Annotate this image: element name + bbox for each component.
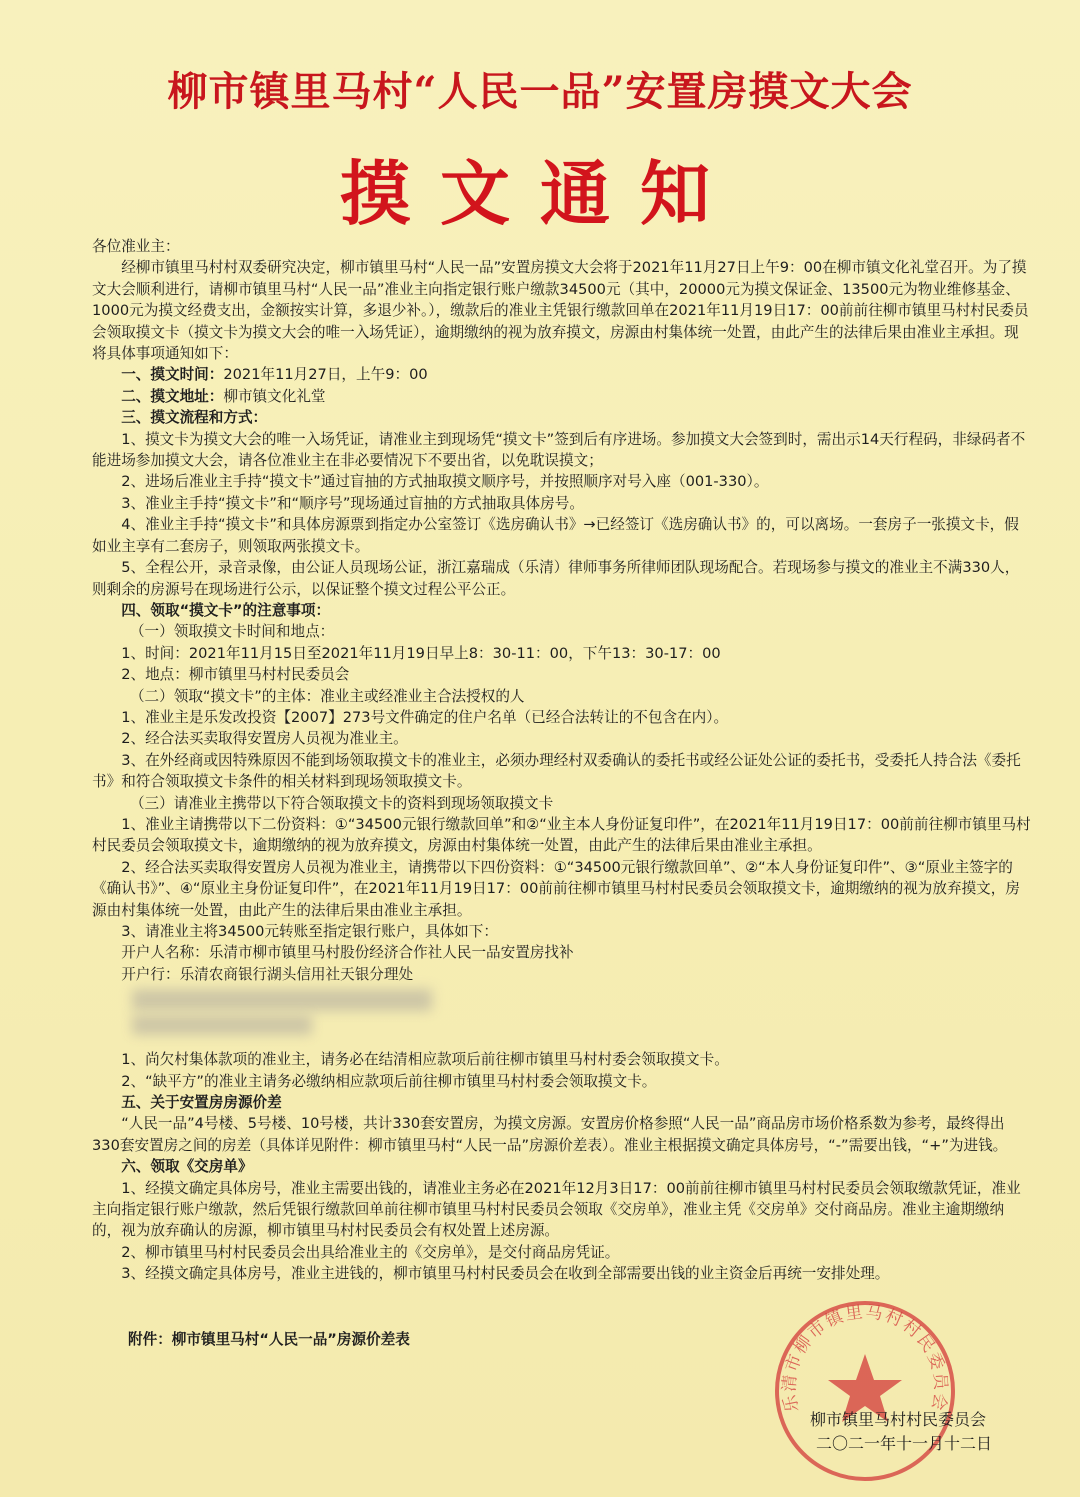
section-4-head: 四、领取“摸文卡”的注意事项：: [121, 601, 331, 619]
section-4-sub-3: （三）请准业主携带以下符合领取摸文卡的资料到现场领取摸文卡: [129, 794, 554, 812]
section-3-item: 5、全程公开，录音录像，由公证人员现场公证，浙江嘉瑞成（乐清）律师事务所律师团队现场配合。若现场参与摸文的准业主不满330人，则剩余的房源号在现场进行公示，以保证整个摸文过程公平公正。: [92, 559, 1020, 598]
section-5-text: “人民一品”4号楼、5号楼、10号楼，共计330套安置房，为摸文房源。安置房价格参照“人民一品”商品房市场价格系数为参考，最终得出330套安置房之间的房差（具体详见附件：柳市镇里马村“人民一品”房源价差表）。准业主根据摸文确定具体房号，“-”需要出钱，“+”为进钱。: [92, 1115, 1008, 1154]
section-3-item: 3、准业主手持“摸文卡”和“顺序号”现场通过盲抽的方式抽取具体房号。: [121, 494, 584, 512]
section-4-sub-2: （二）领取“摸文卡”的主体：准业主或经准业主合法授权的人: [129, 687, 525, 705]
section-4-item: 1、时间：2021年11月15日至2021年11月19日早上8：30-11：00，下午13：30-17：00: [121, 644, 721, 662]
section-4-item: 1、尚欠村集体款项的准业主，请务必在结清相应款项后前往柳市镇里马村村委会领取摸文卡。: [121, 1051, 729, 1069]
signature-block: [810, 1408, 1040, 1456]
section-4-item: 3、在外经商或因特殊原因不能到场领取摸文卡的准业主，必须办理经村双委确认的委托书或经公证处公证的委托书，受委托人持合法《委托书》和符合领取摸文卡条件的相关材料到现场领取摸文卡。: [92, 751, 1021, 791]
official-seal: [772, 1298, 958, 1484]
section-1: [92, 364, 1032, 385]
section-4-item: 2、地点：柳市镇里马村村民委员会: [121, 666, 350, 684]
section-4-item: 2、经合法买卖取得安置房人员视为准业主。: [121, 730, 408, 748]
section-1-head: 一、摸文时间：: [121, 366, 224, 384]
section-6-head: 六、领取《交房单》: [121, 1158, 253, 1176]
section-4-item: 3、请准业主将34500元转账至指定银行账户，具体如下：: [121, 923, 498, 940]
section-6-item: 1、经摸文确定具体房号，准业主需要出钱的，请准业主务必在2021年12月3日17：00前前往柳市镇里马村村民委员会领取缴款凭证，准业主向指定银行账户缴款，然后凭银行缴款回单前往柳市镇里马村村民委员会领取《交房单》，准业主凭《交房单》交付商品房。准业主逾期缴纳的，视为放弃确认的房源，柳市镇里马村村民委员会有权处置上述房源。: [92, 1179, 1021, 1240]
section-3-item: 1、摸文卡为摸文大会的唯一入场凭证，请准业主到现场凭“摸文卡”签到后有序进场。参加摸文大会签到时，需出示14天行程码，非绿码者不能进场参加摸文大会，请各位准业主在非必要情况下不要出省，以免耽误摸文；: [92, 430, 1026, 470]
section-3-item: 2、进场后准业主手持“摸文卡”通过盲抽的方式抽取摸文顺序号，并按照顺序对号入座（001-330）。: [121, 473, 769, 491]
document-title: 柳市镇里马村“人民一品”安置房摸文大会: [167, 68, 913, 115]
redacted-account-number: [132, 989, 432, 1011]
attachment-note: 附件：柳市镇里马村“人民一品”房源价差表: [128, 1331, 410, 1348]
account-name: 开户人名称：乐清市柳市镇里马村股份经济合作社人民一品安置房找补: [121, 944, 574, 962]
greeting: 各位准业主：: [92, 238, 180, 255]
section-2-head: 二、摸文地址：: [121, 387, 224, 405]
section-4-item: 1、准业主请携带以下二份资料：①“34500元银行缴款回单”和②“业主本人身份证复印件”，在2021年11月19日17：00前前往柳市镇里马村村民委员会领取摸文卡，逾期缴纳的视为放弃摸文，房源由村集体统一处置，由此产生的法律后果由准业主承担。: [92, 815, 1031, 855]
seal-text: 乐清市柳市镇里马村村民委员会: [779, 1302, 951, 1414]
section-3-head: 三、摸文流程和方式：: [121, 409, 268, 427]
document-subtitle: 摸文通知: [340, 152, 740, 235]
redacted-line: [132, 1015, 312, 1035]
section-4-item: 1、准业主是乐发改投资【2007】273号文件确定的住户名单（已经合法转让的不包含在内）。: [121, 708, 729, 726]
redacted-area: [92, 985, 1032, 1049]
sign-organization: 柳市镇里马村村民委员会: [810, 1410, 987, 1429]
intro-paragraph: 经柳市镇里马村村双委研究决定，柳市镇里马村“人民一品”安置房摸文大会将于2021年11月27日上午9：00在柳市镇文化礼堂召开。为了摸文大会顺利进行，请柳市镇里马村“人民一品”准业主向指定银行账户缴款34500元（其中，20000元为摸文保证金、13500元为物业维修基金、1000元为摸文经费支出，金额按实计算，多退少补。），缴款后的准业主凭银行缴款回单在2021年11月19日17：00前前往柳市镇里马村村民委员会领取摸文卡（摸文卡为摸文大会的唯一入场凭证），逾期缴纳的视为放弃摸文，房源由村集体统一处置，由此产生的法律后果由准业主承担。现将具体事项通知如下：: [92, 259, 1029, 363]
notice-body: [92, 236, 1032, 1285]
sign-date: 二〇二一年十一月十二日: [816, 1434, 993, 1453]
section-3-item: 4、准业主手持“摸文卡”和具体房源票到指定办公室签订《选房确认书》→已经签订《选房确认书》的，可以离场。一套房子一张摸文卡，假如业主享有二套房子，则领取两张摸文卡。: [92, 516, 1019, 555]
section-4-item: 2、经合法买卖取得安置房人员视为准业主，请携带以下四份资料：①“34500元银行缴款回单”、②“本人身份证复印件”、③“原业主签字的《确认书》”、④“原业主身份证复印件”，在2021年11月19日17：00前前往柳市镇里马村村民委员会领取摸文卡，逾期缴纳的视为放弃摸文，房源由村集体统一处置，由此产生的法律后果由准业主承担。: [92, 858, 1020, 919]
section-2: [92, 386, 1032, 407]
section-6-item: 2、柳市镇里马村村民委员会出具给准业主的《交房单》，是交付商品房凭证。: [121, 1243, 620, 1261]
section-6-item: 3、经摸文确定具体房号，准业主进钱的，柳市镇里马村村民委员会在收到全部需要出钱的业主资金后再统一安排处理。: [121, 1265, 890, 1283]
section-5-head: 五、关于安置房房源价差: [121, 1094, 282, 1112]
section-1-text: 2021年11月27日，上午9：00: [223, 366, 428, 384]
account-bank: 开户行：乐清农商银行湖头信用社天银分理处: [121, 965, 414, 983]
section-4-item: 2、“缺平方”的准业主请务必缴纳相应款项后前往柳市镇里马村村委会领取摸文卡。: [121, 1072, 657, 1090]
section-2-text: 柳市镇文化礼堂: [223, 387, 326, 405]
section-4-sub-1: （一）领取摸文卡时间和地点：: [129, 623, 335, 641]
